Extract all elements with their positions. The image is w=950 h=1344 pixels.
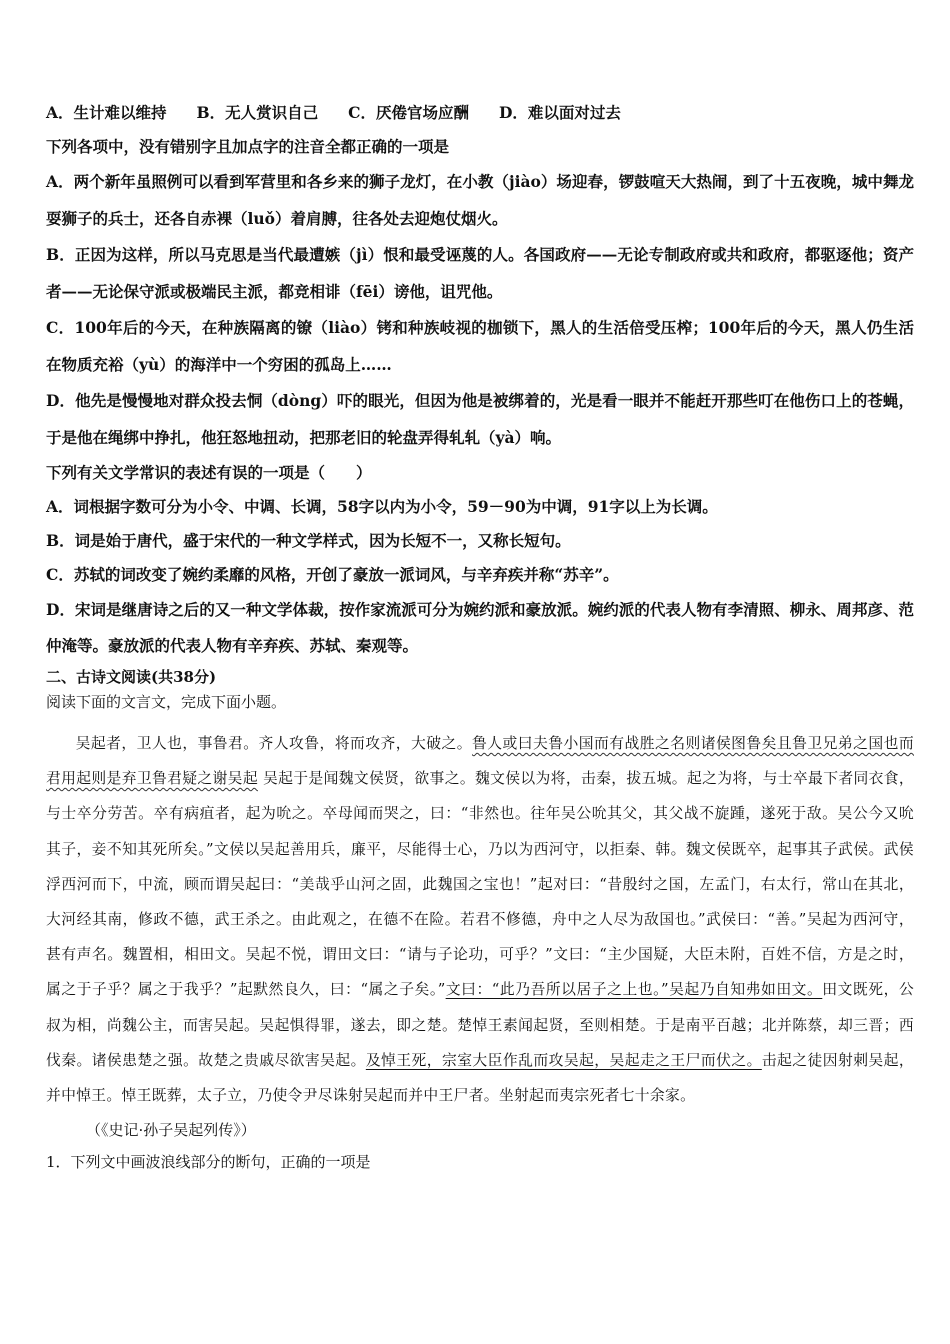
pinyin-option-a[interactable]: A．两个新年虽照例可以看到军营里和各乡来的狮子龙灯，在小教（jiào）场迎春，锣鼓喧天大热闹，到了十五夜晚，城中舞龙耍狮子的兵士，还各自赤裸（luǒ）着肩膊，往各处去迎炮仗烟火。	[46, 172, 914, 228]
literature-option-b[interactable]: B．词是始于唐代，盛于宋代的一种文学样式，因为长短不一，又称长短句。	[46, 531, 571, 550]
section-heading: 二、古诗文阅读(共38分)	[46, 668, 217, 686]
pinyin-option-d[interactable]: D．他先是慢慢地对群众投去恫（dòng）吓的眼光，但因为他是被绑着的，光是看一眼并不能赶开那些叮在他伤口上的苍蝇，于是他在绳绑中挣扎，他狂怒地扭动，把那老旧的轮盘弄得轧轧（yà）响。	[46, 391, 914, 447]
literature-option-c[interactable]: C．苏轼的词改变了婉约柔靡的风格，开创了豪放一派词风，与辛弃疾并称“苏辛”。	[46, 565, 619, 584]
passage-source: （《史记·孙子吴起列传》）	[86, 1121, 256, 1140]
literature-option-d[interactable]: D．宋词是继唐诗之后的又一种文学体裁，按作家流派可分为婉约派和豪放派。婉约派的代表人物有李清照、柳永、周邦彦、范仲淹等。豪放派的代表人物有辛弃疾、苏轼、秦观等。	[46, 600, 914, 655]
wavy-underlined-text: 鲁人或曰夫鲁小国而有战胜之名则诸侯图鲁矣且鲁卫兄弟之国也而君用起则是弃卫鲁君疑之谢吴起	[46, 735, 914, 788]
passage-text-1: 吴起者，卫人也，事鲁君。齐人攻鲁，将而攻齐，大破之。	[75, 735, 472, 752]
pinyin-option-c[interactable]: C．100年后的今天，在种族隔离的镣（liào）铐和种族岐视的枷锁下，黑人的生活倍受压榨；100年后的今天，黑人仍生活在物质充裕（yù）的海洋中一个穷困的孤岛上……	[46, 318, 914, 374]
section-instruction: 阅读下面的文言文，完成下面小题。	[46, 693, 287, 711]
underlined-sentence-2: 及悼王死，宗室大臣作乱而攻吴起，吴起走之王尸而伏之。	[365, 1051, 762, 1069]
literature-option-a[interactable]: A．词根据字数可分为小令、中调、长调，58字以内为小令，59－90为中调，91字以上为长调。	[46, 497, 718, 516]
passage-text-3: 田文既死，公叔为相，尚魏公主，而害吴起。吴起惧得罪，遂去，即之楚。楚悼王素闻起贤，至则相楚。于是南平百越；北并陈蔡，却三晋；西伐秦。诸侯患楚之强。故楚之贵戚尽欲害吴起。	[46, 981, 914, 1069]
question-1-stem: 1．下列文中画波浪线部分的断句，正确的一项是	[46, 1153, 371, 1172]
underlined-sentence-1: 文曰：“此乃吾所以居子之上也。”吴起乃自知弗如田文。	[445, 981, 823, 999]
passage-text-2: 吴起于是闻魏文侯贤，欲事之。魏文侯以为将，击秦，拔五城。起之为将，与士卒最下者同衣食，与士卒分劳苦。卒有病疽者，起为吮之。卒母闻而哭之，曰：“非然也。往年吴公吮其父，其父战不旋踵，遂死于敌。吴公今又吮其子，妾不知其死所矣。”文侯以吴起善用兵，廉平，尽能得士心，乃以为西河守，以拒秦、韩。魏文侯既卒，起事其子武侯。武侯浮西河而下，中流，顾而谓吴起曰：“美哉乎山河之固，此魏国之宝也！”起对曰：“昔殷纣之国，左孟门，右太行，常山在其北，大河经其南，修政不德，武王杀之。由此观之，在德不在险。若君不修德，舟中之人尽为敌国也。”武侯曰：“善。”吴起为西河守，甚有声名。魏置相，相田文。吴起不悦，谓田文曰：“请与子论功，可乎？”文曰：“主少国疑，大臣未附，百姓不信，方是之时，属之于子乎？属之于我乎？”起默然良久，曰：“属之子矣。”	[46, 770, 914, 999]
exam-content	[46, 96, 914, 1177]
classical-passage	[46, 726, 914, 1113]
pinyin-question-stem: 下列各项中，没有错别字且加点字的注音全都正确的一项是	[46, 137, 450, 156]
passage-text-4: 击起之徒因射刺吴起，并中悼王。悼王既葬，太子立，乃使令尹尽诛射吴起而并中王尸者。坐射起而夷宗死者七十余家。	[46, 1051, 914, 1105]
option-d[interactable]: D．难以面对过去	[498, 103, 621, 122]
pinyin-option-b[interactable]: B．正因为这样，所以马克思是当代最遭嫉（jì）恨和最受诬蔑的人。各国政府——无论专制政府或共和政府，都驱逐他；资产者——无论保守派或极端民主派，都竞相诽（fēi）谤他，诅咒他。	[46, 245, 914, 301]
literature-question-stem: 下列有关文学常识的表述有误的一项是（ ）	[46, 463, 372, 482]
option-a[interactable]: A．生计难以维持	[46, 103, 167, 122]
previous-question-options	[46, 96, 914, 130]
option-c[interactable]: C．厌倦官场应酬	[348, 103, 469, 122]
option-b[interactable]: B．无人赏识自己	[196, 103, 319, 122]
